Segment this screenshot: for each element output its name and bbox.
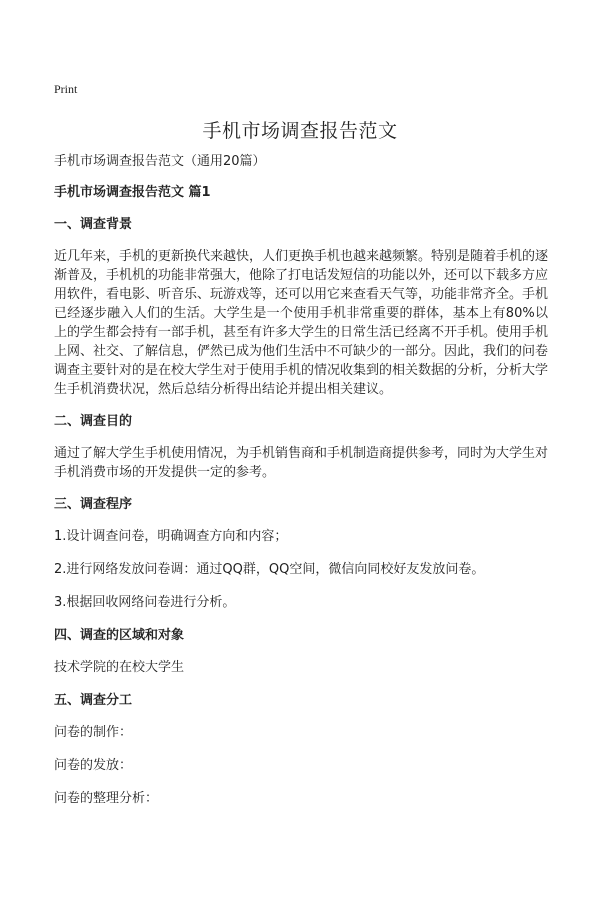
- document-title: 手机市场调查报告范文: [202, 120, 398, 142]
- article-body: [54, 152, 548, 808]
- labor-item-questionnaire-making: 问卷的制作：: [54, 725, 133, 740]
- heading-purpose: 二、调查目的: [54, 414, 133, 429]
- print-link[interactable]: Print: [54, 82, 78, 96]
- heading-division-of-labor: 五、调查分工: [54, 693, 133, 708]
- article-subtitle: 手机市场调查报告范文（通用20篇）: [54, 154, 266, 169]
- heading-region-target: 四、调查的区域和对象: [54, 628, 185, 643]
- paragraph-background: 近几年来，手机的更新换代来越快，人们更换手机也越来越频繁。特别是随着手机的逐渐普及，手机机的功能非常强大，他除了打电话发短信的功能以外，还可以下载多方应用软件，看电影、听音乐、玩游戏等，还可以用它来查看天气等，功能非常齐全。手机已经逐步融入人们的生活。大学生是一个使用手机非常重要的群体，基本上有80%以上的学生都会持有一部手机，甚至有许多大学生的日常生活已经离不开手机。使用手机上网、社交、了解信息，俨然已成为他们生活中不可缺少的一部分。因此，我们的问卷调查主要针对的是在校大学生对于使用手机的情况收集到的相关数据的分析，分析大学生手机消费状况，然后总结分析得出结论并提出相关建议。: [54, 249, 549, 397]
- heading-procedure: 三、调查程序: [54, 497, 133, 512]
- heading-background: 一、调查背景: [54, 217, 133, 232]
- labor-item-questionnaire-analysis: 问卷的整理分析：: [54, 791, 159, 806]
- procedure-step-3: 3.根据回收网络问卷进行分析。: [54, 595, 236, 610]
- paragraph-region-target: 技术学院的在校大学生: [54, 660, 185, 675]
- article-section-title: 手机市场调查报告范文 篇1: [54, 185, 211, 200]
- procedure-step-2: 2.进行网络发放问卷调：通过QQ群，QQ空间，微信向同校好友发放问卷。: [54, 562, 485, 577]
- paragraph-purpose: 通过了解大学生手机使用情况，为手机销售商和手机制造商提供参考，同时为大学生对手机消费市场的开发提供一定的参考。: [54, 446, 549, 480]
- procedure-step-1: 1.设计调查问卷，明确调查方向和内容；: [54, 529, 288, 544]
- labor-item-questionnaire-distribution: 问卷的发放：: [54, 758, 133, 773]
